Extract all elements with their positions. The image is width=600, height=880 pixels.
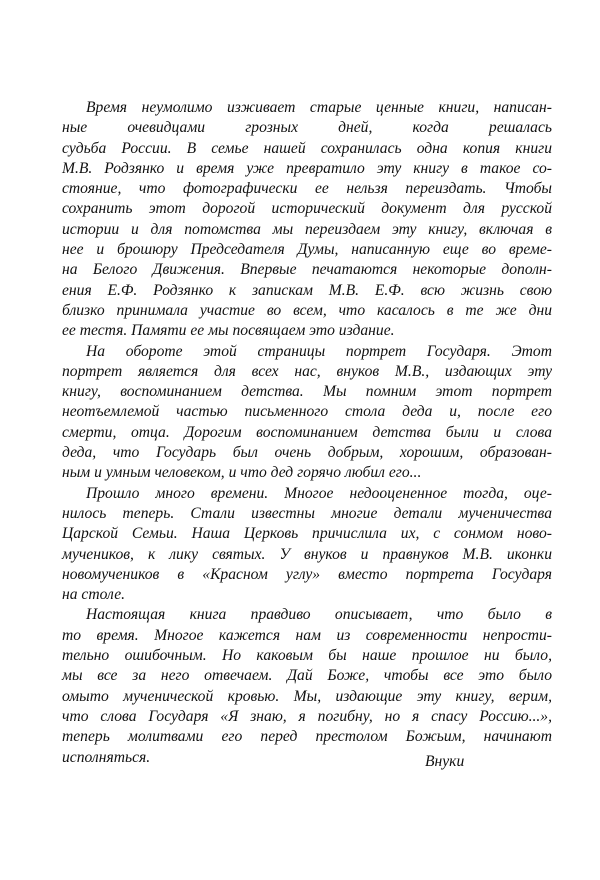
paragraph-1-line-5: стояние, что фотографически ее нельзя переиздать. Чтобы (62, 180, 552, 198)
paragraph-2-line-2: портрет является для всех нас, внуков М.В., издающих эту (62, 362, 552, 380)
paragraph-4-line-1: Настоящая книга правдиво описывает, что было в (86, 606, 552, 624)
paragraph-2-line-3: книгу, воспоминанием детства. Мы помним этот портрет (62, 383, 552, 401)
paragraph-4-line-4: мы все за него отвечаем. Дай Боже, чтобы все это было (62, 667, 552, 685)
paragraph-4-line-3: тельно ошибочным. Но каковым бы наше прошлое ни было, (62, 647, 552, 665)
paragraph-1-line-7: истории и для потомства мы переиздаем эту книгу, включая в (62, 220, 552, 238)
paragraph-1-line-6: сохранить этот дорогой исторический документ для русской (62, 200, 552, 218)
paragraph-1-line-3: судьба России. В семье нашей сохранилась одна копия книги (62, 139, 552, 157)
paragraph-1-line-12: ее тестя. Памяти ее мы посвящаем это издание. (62, 322, 395, 340)
paragraph-1-line-4: М.В. Родзянко и время уже превратило эту книгу в такое со- (62, 159, 552, 177)
paragraph-1-line-10: ения Е.Ф. Родзянко к запискам М.В. Е.Ф. всю жизнь свою (62, 281, 552, 299)
paragraph-1-line-11: близко принимала участие во всем, что касалось в те же дни (62, 301, 552, 319)
paragraph-3-line-5: новомучеников в «Красном углу» вместо портрета Государя (62, 565, 552, 583)
paragraph-4-line-6: что слова Государя «Я знаю, я погибну, но я спасу Россию...», (62, 707, 552, 725)
paragraph-1-line-2: ные очевидцами грозных дней, когда решалась (62, 119, 552, 137)
paragraph-2-line-1: На обороте этой страницы портрет Государя. Этот (86, 342, 552, 360)
paragraph-1-line-8: нее и брошюру Председателя Думы, написанную еще во време- (62, 241, 552, 259)
paragraph-1-line-9: на Белого Движения. Впервые печатаются некоторые дополн- (62, 261, 552, 279)
paragraph-4-line-5: омыто мученической кровью. Мы, издающие эту книгу, верим, (62, 687, 552, 705)
paragraph-1-line-1: Время неумолимо изживает старые ценные книги, написан- (86, 99, 552, 116)
paragraph-3-line-1: Прошло много времени. Многое недооцененное тогда, оце- (86, 484, 552, 502)
preface-text (62, 98, 552, 768)
paragraph-3-line-4: мучеников, к лику святых. У внуков и правнуков М.В. иконки (62, 545, 552, 563)
paragraph-4-line-8: исполняться. (62, 748, 151, 766)
signature: Внуки (425, 753, 465, 770)
paragraph-3-line-3: Царской Семьи. Наша Церковь причислила их, с сонмом ново- (62, 525, 552, 543)
paragraph-2-line-5: смерти, отца. Дорогим воспоминанием детства были и слова (62, 423, 552, 441)
paragraph-2-line-7: ным и умным человеком, и что дед горячо любил его... (62, 464, 422, 482)
paragraph-4-line-7: теперь молитвами его перед престолом Божьим, начинают (62, 728, 552, 746)
paragraph-4-line-2: то время. Многое кажется нам из современности непрости- (62, 626, 552, 644)
paragraph-2-line-4: неотъемлемой частью письменного стола деда и, после его (62, 403, 552, 421)
paragraph-3-line-2: нилось теперь. Стали известны многие детали мученичества (62, 504, 552, 522)
paragraph-2-line-6: деда, что Государь был очень добрым, хорошим, образован- (62, 444, 552, 462)
paragraph-3-line-6: на столе. (62, 586, 126, 604)
